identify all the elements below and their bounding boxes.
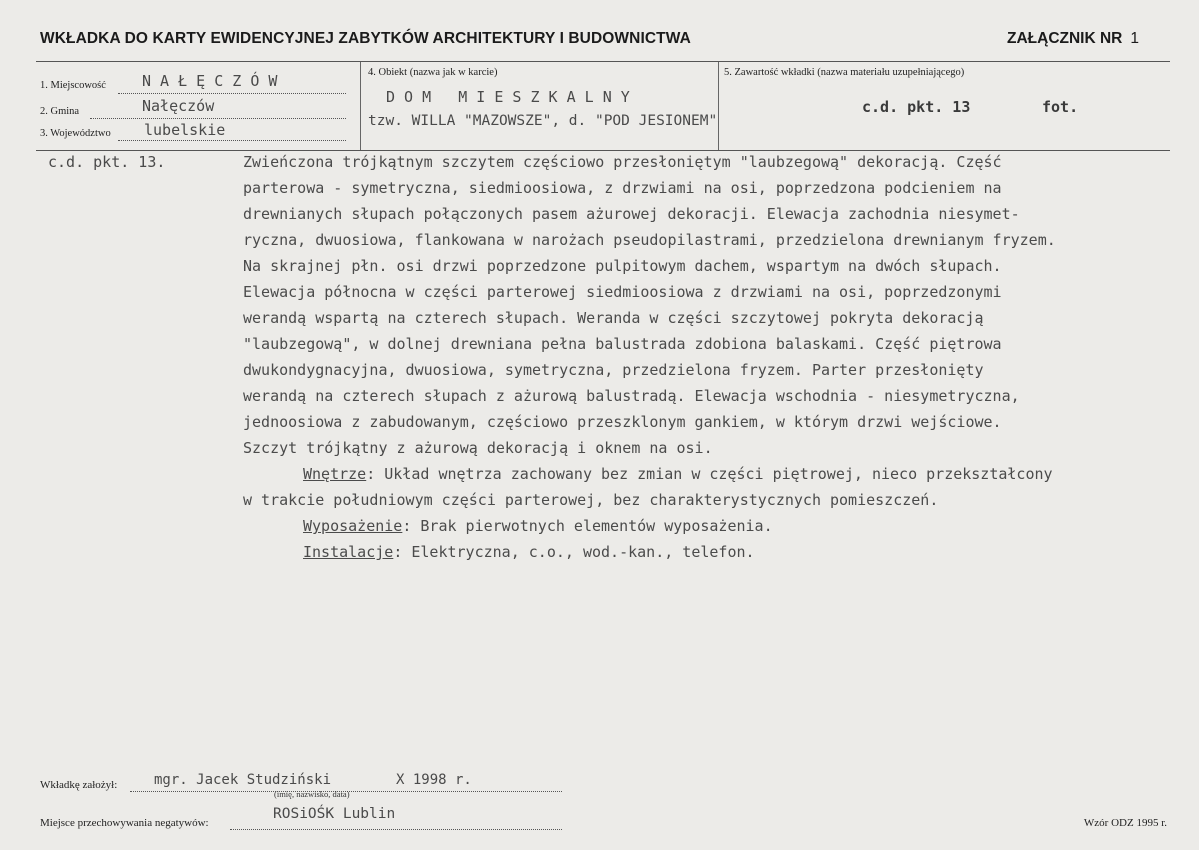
founder-label: Wkładkę założył: <box>40 779 118 791</box>
wojewodztwo-label: 3. Województwo <box>40 128 111 139</box>
column-divider-1 <box>360 62 361 150</box>
negatives-value: ROSiOŚK Lublin <box>273 806 396 822</box>
annex-label <box>1007 30 1139 48</box>
wyposazenie-line <box>243 513 1173 539</box>
miejscowosc-value: N A Ł Ę C Z Ó W <box>142 72 278 90</box>
description-line: drewnianych słupach połączonych pasem ażurowej dekoracji. Elewacja zachodnia niesymet- <box>243 205 1020 223</box>
description-line: Na skrajnej płn. osi drzwi poprzedzone pulpitowym dachem, wspartym na dwóch słupach. <box>243 257 1002 275</box>
obiekt-value-2: tzw. WILLA "MAZOWSZE", d. "POD JESIONEM" <box>368 113 718 129</box>
top-rule <box>36 61 1170 62</box>
negatives-label: Miejsce przechowywania negatywów: <box>40 817 209 829</box>
miejscowosc-dots <box>118 93 346 94</box>
description-line: parterowa - symetryczna, siedmioosiowa, z drzwiami na osi, poprzedzona podcieniem na <box>243 179 1002 197</box>
negatives-dots <box>230 829 562 830</box>
description-line: Elewacja północna w części parterowej siedmioosiowa z drzwiami na osi, poprzedzonymi <box>243 283 1002 301</box>
founder-value: mgr. Jacek Studziński <box>154 772 332 788</box>
wyposazenie-text: : Brak pierwotnych elementów wyposażenia. <box>402 517 773 535</box>
document-title: WKŁADKA DO KARTY EWIDENCYJNEJ ZABYTKÓW ARCHITEKTURY I BUDOWNICTWA <box>40 30 691 47</box>
zawartosc-value: c.d. pkt. 13 <box>862 98 971 116</box>
description-line: dwukondygnacyjna, dwuosiowa, symetryczna, przedzielona fryzem. Parter przesłonięty <box>243 361 984 379</box>
gmina-label: 2. Gmina <box>40 106 80 117</box>
wnetrze-line-2: w trakcie południowym części parterowej, bez charakterystycznych pomieszczeń. <box>243 491 939 509</box>
obiekt-value-1: D O M M I E S Z K A L N Y <box>386 88 630 106</box>
gmina-value: Nałęczów <box>142 97 215 115</box>
founder-sublabel: (imię, nazwisko, data) <box>274 789 350 799</box>
template-id: Wzór ODZ 1995 r. <box>1083 817 1167 829</box>
founder-date: X 1998 r. <box>396 772 472 788</box>
annex-label-text: ZAŁĄCZNIK NR <box>1007 30 1123 47</box>
wojewodztwo-value: lubelskie <box>144 121 226 139</box>
zawartosc-label: 5. Zawartość wkładki (nazwa materiału uzupełniającego) <box>724 67 965 78</box>
zawartosc-fot: fot. <box>1042 98 1079 116</box>
instalacje-heading: Instalacje <box>303 543 394 561</box>
wnetrze-text: : Układ wnętrza zachowany bez zmian w części piętrowej, nieco przekształcony <box>366 465 1053 483</box>
description-body <box>243 149 1173 565</box>
wnetrze-heading: Wnętrze <box>303 465 367 483</box>
instalacje-text: : Elektryczna, c.o., wod.-kan., telefon. <box>393 543 755 561</box>
wyposazenie-heading: Wyposażenie <box>303 517 403 535</box>
description-line: werandą na czterech słupach z ażurową balustradą. Elewacja wschodnia - niesymetryczna, <box>243 387 1020 405</box>
column-divider-2 <box>718 62 719 150</box>
wojewodztwo-dots <box>118 140 346 141</box>
pkt-reference: c.d. pkt. 13. <box>48 153 166 171</box>
miejscowosc-label: 1. Miejscowość <box>40 80 106 91</box>
description-line: "laubzegową", w dolnej drewniana pełna balustrada zdobiona balaskami. Część piętrowa <box>243 335 1002 353</box>
description-line: werandą wspartą na czterech słupach. Weranda w części szczytowej pokryta dekoracją <box>243 309 984 327</box>
annex-number: 1 <box>1130 30 1139 47</box>
instalacje-line <box>243 539 1173 565</box>
gmina-dots <box>90 118 346 119</box>
description-line: Zwieńczona trójkątnym szczytem częściowo przesłoniętym "laubzegową" dekoracją. Część <box>243 153 1002 171</box>
obiekt-label: 4. Obiekt (nazwa jak w karcie) <box>368 67 498 78</box>
description-line: Szczyt trójkątny z ażurową dekoracją i oknem na osi. <box>243 439 713 457</box>
description-line: ryczna, dwuosiowa, flankowana w narożach pseudopilastrami, przedzielona drewnianym fryzem. <box>243 231 1056 249</box>
wnetrze-line <box>243 461 1173 487</box>
description-line: jednoosiowa z zabudowanym, częściowo przeszklonym gankiem, w którym drzwi wejściowe. <box>243 413 1002 431</box>
